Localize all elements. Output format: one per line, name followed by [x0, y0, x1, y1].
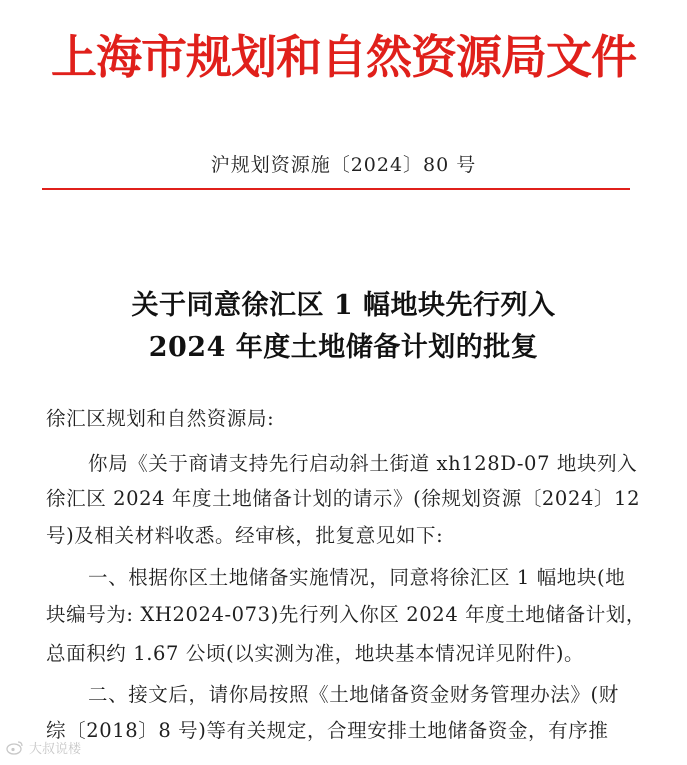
document-title-line-1: 关于同意徐汇区 1 幅地块先行列入 — [131, 290, 556, 321]
watermark — [6, 738, 81, 757]
document-number: 沪规划资源施〔2024〕80 号 — [210, 154, 477, 176]
addressee: 徐汇区规划和自然资源局: — [46, 407, 275, 430]
body-paragraph-1-line-3: 号)及相关材料收悉。经审核，批复意见如下: — [46, 524, 444, 547]
body-paragraph-2-line-3: 总面积约 1.67 公顷(以实测为准，地块基本情况详见附件)。 — [46, 642, 585, 665]
red-divider-line — [42, 188, 630, 190]
body-paragraph-3-line-2: 综〔2018〕8 号)等有关规定，合理安排土地储备资金，有序推 — [46, 719, 609, 742]
body-paragraph-2-line-1: 一、根据你区土地储备实施情况，同意将徐汇区 1 幅地块(地 — [88, 566, 626, 589]
body-paragraph-3-line-1: 二、接文后，请你局按照《土地储备资金财务管理办法》(财 — [88, 683, 619, 706]
document-title-line-2: 2024 年度土地储备计划的批复 — [148, 332, 539, 363]
body-paragraph-1-line-1: 你局《关于商请支持先行启动斜土街道 xh128D-07 地块列入 — [88, 452, 638, 475]
issuer-masthead: 上海市规划和自然资源局文件 — [51, 30, 636, 84]
watermark-text: 大叔说楼 — [29, 742, 82, 757]
weibo-icon — [6, 740, 24, 755]
body-paragraph-2-line-2: 块编号为: XH2024-073)先行列入你区 2024 年度土地储备计划， — [46, 603, 647, 626]
body-paragraph-1-line-2: 徐汇区 2024 年度土地储备计划的请示》(徐规划资源〔2024〕12 — [46, 487, 641, 510]
